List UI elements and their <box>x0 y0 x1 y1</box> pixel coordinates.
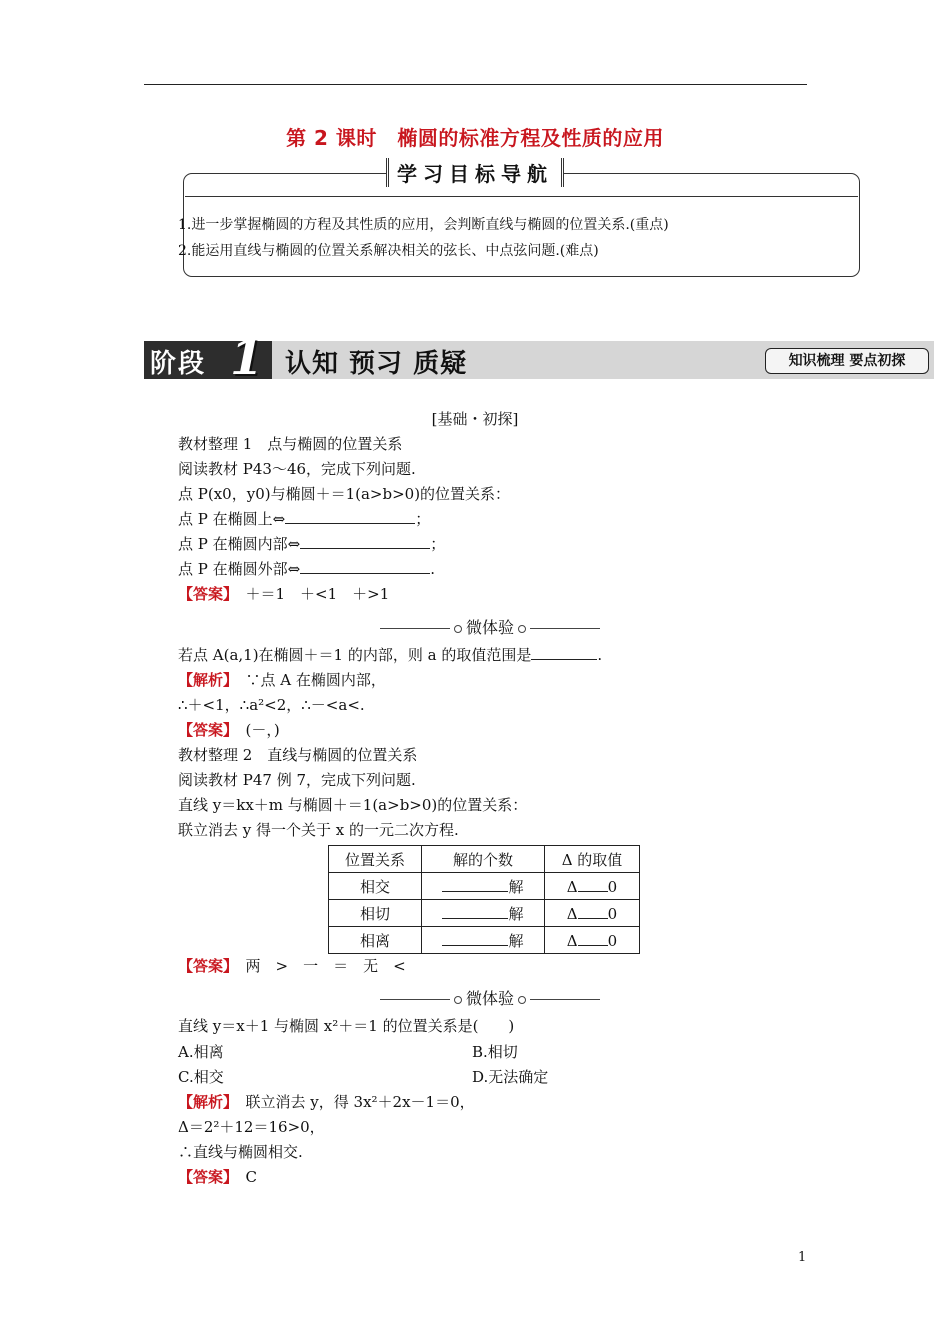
page-title: 第 2 课时 椭圆的标准方程及性质的应用 <box>286 126 664 150</box>
part1-on <box>178 509 430 529</box>
part2-answer <box>178 956 406 976</box>
table-cell-delta <box>545 900 640 927</box>
micro-label: 微体验 <box>465 989 514 1008</box>
table-row <box>329 927 640 954</box>
ex2-analysis-2: Δ＝2²＋12＝16>0， <box>178 1118 325 1136</box>
ex2-question: 直线 y＝x＋1 与椭圆 x²＋＝1 的位置关系是( ) <box>178 1017 515 1035</box>
answer-tag: 【答案】 <box>178 585 231 603</box>
micro-rule-left <box>380 628 450 629</box>
part1-on-sep: ； <box>415 510 431 528</box>
stage-number: 1 <box>230 330 264 386</box>
table-header-row <box>329 846 640 873</box>
ex2-option-d: D.无法确定 <box>472 1068 549 1086</box>
ex1-answer-text: (－，) <box>230 721 280 739</box>
goal-item-1: 1.进一步掌握椭圆的方程及其性质的应用，会判断直线与椭圆的位置关系.(重点) <box>178 217 669 233</box>
circle-icon <box>454 625 462 633</box>
circle-icon <box>518 996 526 1004</box>
relation-table <box>328 845 640 954</box>
circle-icon <box>518 625 526 633</box>
goal-item-2: 2.能运用直线与椭圆的位置关系解决相关的弦长、中点弦问题.(难点) <box>178 243 599 259</box>
blank-solutions[interactable] <box>442 904 508 919</box>
ex1-analysis-2: ∴＋<1，∴a²<2，∴－<a<. <box>178 696 365 714</box>
delta-suffix: 0 <box>607 904 618 923</box>
blank-delta[interactable] <box>578 931 608 946</box>
solutions-unit: 解 <box>508 877 524 896</box>
answer-tag: 【答案】 <box>178 721 231 739</box>
analysis-tag: 【解析】 <box>178 1093 231 1111</box>
part1-outside-sep: . <box>430 560 435 578</box>
answer-tag: 【答案】 <box>178 1168 231 1186</box>
blank-inside[interactable] <box>300 534 430 549</box>
answer-text: ＋＝1 ＋<1 ＋>1 <box>230 585 390 603</box>
table-header: 位置关系 <box>329 846 422 873</box>
ex2-answer-text: C <box>230 1168 257 1186</box>
goals-header <box>0 158 950 187</box>
ex2-analysis-3: ∴直线与椭圆相交. <box>178 1143 303 1161</box>
solutions-unit: 解 <box>508 904 524 923</box>
stage-title: 认知 预习 质疑 <box>285 349 468 379</box>
ex2-analysis-1-text: 联立消去 y，得 3x²＋2x－1＝0， <box>230 1093 475 1111</box>
ex1-question-text: 若点 A(a,1)在椭圆＋＝1 的内部，则 a 的取值范围是 <box>178 646 532 664</box>
ex1-answer <box>178 720 280 740</box>
table-cell-delta <box>545 873 640 900</box>
part1-intro: 点 P(x0，y0)与椭圆＋＝1(a>b>0)的位置关系： <box>178 485 511 503</box>
stage-label: 阶段 <box>150 349 207 379</box>
blank-on[interactable] <box>285 509 415 524</box>
part1-inside-text: 点 P 在椭圆内部⇔ <box>178 535 301 553</box>
blank-outside[interactable] <box>300 559 430 574</box>
ex2-option-a: A.相离 <box>178 1043 224 1061</box>
part1-answer <box>178 584 389 604</box>
blank-ex1[interactable] <box>531 645 597 660</box>
ex1-analysis-1 <box>178 670 386 690</box>
part2-intro: 直线 y＝kx＋m 与椭圆＋＝1(a>b>0)的位置关系： <box>178 796 528 814</box>
table-cell-delta <box>545 927 640 954</box>
part1-inside <box>178 534 445 554</box>
table-cell-relation: 相切 <box>329 900 422 927</box>
table-cell-relation: 相交 <box>329 873 422 900</box>
micro-header-1 <box>375 615 605 638</box>
ex2-answer <box>178 1167 257 1187</box>
table-cell-solutions <box>422 873 545 900</box>
blank-solutions[interactable] <box>442 931 508 946</box>
micro-rule-right <box>530 999 600 1000</box>
ex1-question-end: . <box>597 646 603 664</box>
table-row <box>329 900 640 927</box>
ex1-analysis-1-text: ∵点 A 在椭圆内部， <box>230 671 386 689</box>
delta-suffix: 0 <box>607 931 618 950</box>
part2-answer-text: 两 > 一 ＝ 无 < <box>230 957 406 975</box>
part1-read: 阅读教材 P43～46，完成下列问题. <box>178 460 416 478</box>
ex2-option-c: C.相交 <box>178 1068 224 1086</box>
part2-read: 阅读教材 P47 例 7，完成下列问题. <box>178 771 416 789</box>
stage-tag: 知识梳理 要点初探 <box>765 348 929 374</box>
table-header: Δ 的取值 <box>545 846 640 873</box>
part2-heading: 教材整理 2 直线与椭圆的位置关系 <box>178 746 418 764</box>
blank-delta[interactable] <box>578 904 608 919</box>
table-cell-solutions <box>422 927 545 954</box>
part2-eliminate: 联立消去 y 得一个关于 x 的一元二次方程. <box>178 821 459 839</box>
delta-prefix: Δ <box>566 877 578 896</box>
blank-delta[interactable] <box>578 877 608 892</box>
delta-prefix: Δ <box>566 931 578 950</box>
solutions-unit: 解 <box>508 931 524 950</box>
micro-label: 微体验 <box>465 618 514 637</box>
micro-rule-left <box>380 999 450 1000</box>
part1-heading: 教材整理 1 点与椭圆的位置关系 <box>178 435 403 453</box>
section-label: [基础・初探] <box>431 410 519 428</box>
ex2-analysis-1 <box>178 1092 475 1112</box>
part1-on-text: 点 P 在椭圆上⇔ <box>178 510 286 528</box>
table-cell-solutions <box>422 900 545 927</box>
top-rule <box>144 84 807 85</box>
ex2-option-b: B.相切 <box>472 1043 518 1061</box>
table-header: 解的个数 <box>422 846 545 873</box>
answer-tag: 【答案】 <box>178 957 231 975</box>
ex1-question <box>178 645 602 665</box>
table-cell-relation: 相离 <box>329 927 422 954</box>
table-row <box>329 873 640 900</box>
goals-rule <box>185 196 858 197</box>
micro-header-2 <box>375 986 605 1009</box>
blank-solutions[interactable] <box>442 877 508 892</box>
analysis-tag: 【解析】 <box>178 671 231 689</box>
delta-suffix: 0 <box>607 877 618 896</box>
goals-header-label: 学习目标导航 <box>386 158 564 187</box>
page-number: 1 <box>798 1250 807 1265</box>
part1-outside <box>178 559 435 579</box>
circle-icon <box>454 996 462 1004</box>
micro-rule-right <box>530 628 600 629</box>
delta-prefix: Δ <box>566 904 578 923</box>
part1-inside-sep: ； <box>430 535 446 553</box>
part1-outside-text: 点 P 在椭圆外部⇔ <box>178 560 301 578</box>
